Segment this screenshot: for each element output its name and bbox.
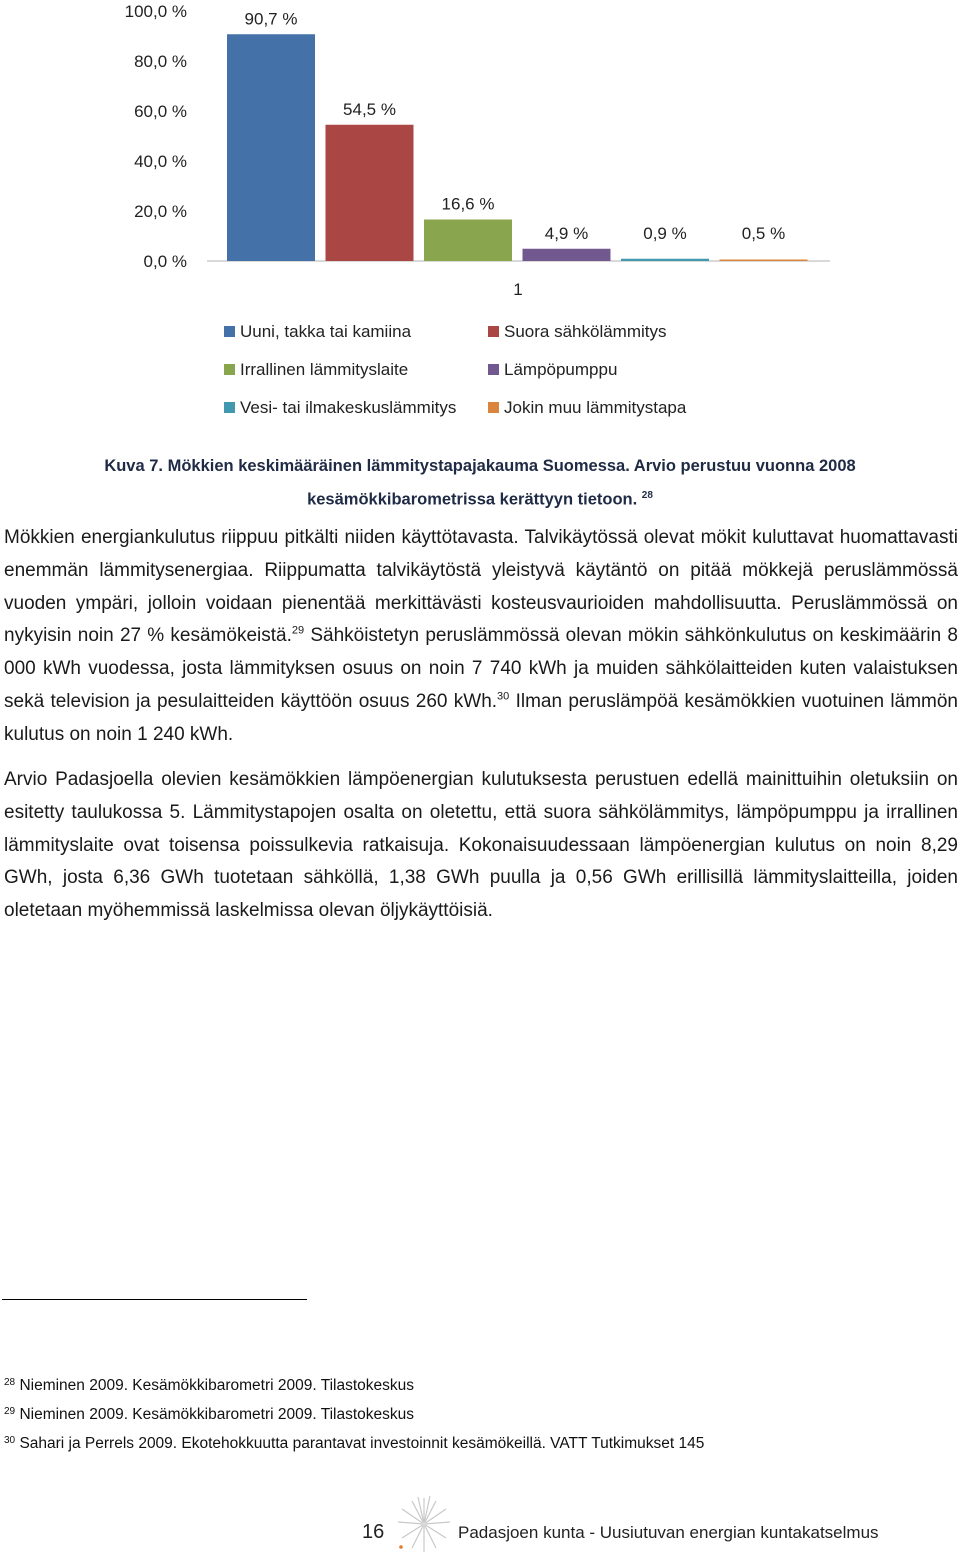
bar-1 xyxy=(227,34,315,261)
y-tick-label: 20,0 % xyxy=(134,202,187,221)
bar-6 xyxy=(720,260,808,262)
caption-line-2-text: kesämökkibarometrissa kerättyyn tietoon. xyxy=(307,490,638,509)
legend-item-irrallinen xyxy=(224,360,408,380)
legend-item-vesi xyxy=(224,398,456,418)
y-tick-label: 60,0 % xyxy=(134,102,187,121)
caption-line-2 xyxy=(0,481,960,515)
y-tick-label: 0,0 % xyxy=(143,252,187,271)
legend-label-suora: Suora sähkölämmitys xyxy=(504,322,667,341)
footnote-text: Nieminen 2009. Kesämökkibarometri 2009. Tilastokeskus xyxy=(19,1377,415,1394)
footnote-separator xyxy=(2,1299,307,1300)
legend-swatch-uuni xyxy=(224,326,235,337)
legend-swatch-muu xyxy=(488,402,499,413)
bar-data-label: 4,9 % xyxy=(544,223,589,243)
p1-text-c: Ilman peruslämpöä kesämökkien vuotuinen lämmön kulutus on noin 1 240 kWh. xyxy=(4,690,958,745)
legend-label-muu: Jokin muu lämmitystapa xyxy=(504,398,687,417)
x-category-label: 1 xyxy=(513,280,523,299)
body-paragraph-2: Arvio Padasjoella olevien kesämökkien lämpöenergian kulutuksesta perustuen edellä mainittuihin oletuksiin on esitetty taulukossa 5. Lämmitystapojen osalta on oletettu, että suora sähkölämmitys, lämpöpumppu ja irrallinen lämmityslaite ovat toisensa poissulkevia ratkaisuja. Kokonaisuudessaan lämpöenergian kulutus on noin 8,29 GWh, josta 6,36 GWh tuotetaan sähköllä, 1,38 GWh puulla ja 0,56 GWh erillisillä lämmityslaitteilla, joiden oletetaan myöhemmissä laskelmissa olevan öljykäyttöisiä. xyxy=(4,769,958,922)
bar-data-label: 0,5 % xyxy=(741,224,786,243)
footnote-number: 29 xyxy=(4,1406,16,1417)
footer-document-title: Padasjoen kunta - Uusiutuvan energian kuntakatselmus xyxy=(458,1523,879,1542)
bar-2 xyxy=(326,125,414,261)
footnote-28 xyxy=(4,1376,414,1396)
legend-swatch-lampopumppu xyxy=(488,364,499,375)
legend-item-suora xyxy=(488,322,667,342)
legend-label-uuni: Uuni, takka tai kamiina xyxy=(240,322,412,341)
footnote-text: Sahari ja Perrels 2009. Ekotehokkuutta parantavat investoinnit kesämökeillä. VATT Tutkimukset 145 xyxy=(19,1435,705,1452)
p1-text-b: Sähköistetyn peruslämmössä olevan mökin sähkönkulutus on keskimäärin 8 000 kWh vuodessa, josta lämmityksen osuus on noin 7 740 kWh ja muiden sähkölaitteiden kuten valaistuksen sekä television ja pesulaitteiden käyttöön osuus 260 kWh. xyxy=(4,625,958,712)
legend-item-uuni xyxy=(224,322,411,342)
bar-data-label: 90,7 % xyxy=(244,9,298,29)
footnote-30 xyxy=(4,1434,704,1454)
footnote-ref-30: 30 xyxy=(497,690,510,703)
legend-swatch-irrallinen xyxy=(224,364,235,375)
bar-data-label: 0,9 % xyxy=(643,224,687,243)
footnote-29 xyxy=(4,1405,414,1425)
legend-item-muu xyxy=(488,398,686,418)
bars xyxy=(227,34,808,261)
y-tick-label: 80,0 % xyxy=(134,52,187,71)
bar-data-label: 54,5 % xyxy=(343,99,396,119)
heating-method-bar-chart xyxy=(0,0,960,310)
figure-caption xyxy=(0,452,960,515)
footnote-number: 30 xyxy=(4,1435,16,1446)
legend-label-vesi: Vesi- tai ilmakeskuslämmitys xyxy=(240,398,457,417)
y-axis-tick-labels xyxy=(125,2,187,271)
y-tick-label: 100,0 % xyxy=(124,2,187,21)
legend-swatch-vesi xyxy=(224,402,235,413)
chart-legend xyxy=(224,320,744,430)
page-number: 16 xyxy=(362,1521,385,1543)
bar-3 xyxy=(424,220,512,262)
body-paragraph-1 xyxy=(4,522,958,752)
legend-item-lampopumppu xyxy=(488,360,617,380)
p1-text-a: Mökkien energiankulutus riippuu pitkälti niiden käyttötavasta. Talvikäytössä olevat mökit kuluttavat huomattavasti enemmän lämmitysenergiaa. Riippumatta talvikäytöstä yleistyvä käytäntö on pitää mökkejä peruslämmössä vuoden ympäri, jolloin voidaan pienentää merkittävästi kosteusvaurioiden mahdollisuutta. Peruslämmössä on nykyisin noin 27 % kesämökeistä. xyxy=(4,527,958,647)
sun-star-logo-icon xyxy=(396,1494,452,1554)
y-tick-label: 40,0 % xyxy=(134,152,187,171)
caption-footnote-ref: 28 xyxy=(641,490,653,501)
footnote-ref-29: 29 xyxy=(291,625,305,638)
bar-4 xyxy=(523,249,611,261)
caption-line-1: Kuva 7. Mökkien keskimääräinen lämmitystapajakauma Suomessa. Arvio perustuu vuonna 2008 xyxy=(104,457,856,475)
bar-5 xyxy=(621,259,709,261)
footnote-number: 28 xyxy=(4,1377,16,1388)
legend-swatch-suora xyxy=(488,326,499,337)
legend-label-irrallinen: Irrallinen lämmityslaite xyxy=(240,360,409,379)
footnote-text: Nieminen 2009. Kesämökkibarometri 2009. Tilastokeskus xyxy=(19,1406,415,1423)
bar-data-label: 16,6 % xyxy=(441,194,495,214)
legend-label-lampopumppu: Lämpöpumppu xyxy=(504,360,618,379)
